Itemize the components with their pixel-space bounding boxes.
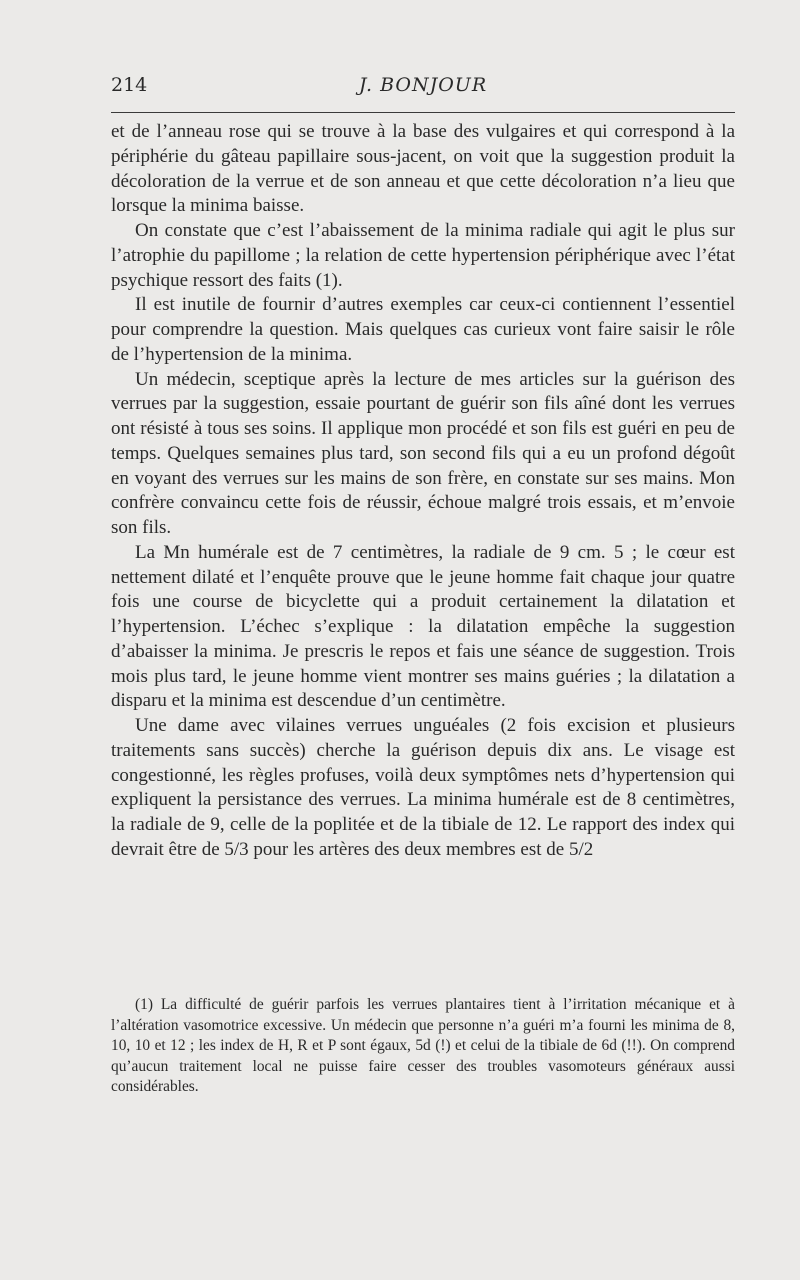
paragraph: et de l’anneau rose qui se trouve à la base des vulgaires et qui correspond à la périphérie du gâteau papillaire sous-jacent, on voit que la suggestion produit la décoloration de la verrue et de son anneau et que cette décoloration n’a lieu que lorsque la minima baisse. xyxy=(111,121,735,217)
page-header xyxy=(111,74,735,104)
paragraph: On constate que c’est l’abaissement de la minima radiale qui agit le plus sur l’atrophie du papillome ; la relation de cette hypertension périphérique avec l’état psychique ressort des faits (1). xyxy=(111,220,735,291)
paragraph: Un médecin, sceptique après la lecture de mes articles sur la guérison des verrues par la suggestion, essaie pourtant de guérir son fils aîné dont les verrues ont résisté à tous ses soins. Il applique mon procédé et son fils est guéri en peu de temps. Quelques semaines plus tard, son second fils qui a eu un profond dégoût en voyant des verrues sur les mains de son frère, en constate sur ses mains. Mon confrère convaincu cette fois de réussir, échoue malgré trois essais, et m’envoie son fils. xyxy=(111,368,735,538)
page-number: 214 xyxy=(111,74,148,96)
paragraph: Une dame avec vilaines verrues unguéales (2 fois excision et plusieurs traitements sans succès) cherche la guérison depuis dix ans. Le visage est congestionné, les règles profuses, voilà deux symptômes nets d’hypertension qui expliquent la persistance des verrues. La minima humérale est de 8 centimètres, la radiale de 9, celle de la poplitée et de la tibiale de 12. Le rapport des index qui devrait être de 5/3 pour les artères des deux membres est de 5/2 xyxy=(111,715,735,860)
running-title: J. BONJOUR xyxy=(358,74,488,96)
paragraph: Il est inutile de fournir d’autres exemples car ceux-ci contiennent l’essentiel pour comprendre la question. Mais quelques cas curieux vont faire saisir le rôle de l’hypertension de la minima. xyxy=(111,294,735,365)
header-rule xyxy=(111,112,735,113)
footnote: (1) La difficulté de guérir parfois les verrues plantaires tient à l’irritation mécanique et à l’altération vasomotrice excessive. Un médecin que personne n’a guéri m’a fourni les minima de 8, 10, 10 et 12 ; les index de H, R et P sont égaux, 5d (!) et celui de la tibiale de 6d (!!). On comprend qu’aucun traitement local ne puisse faire cesser des troubles vasomoteurs généraux aussi considérables. xyxy=(111,996,735,1095)
body-text xyxy=(111,120,735,863)
paragraph: La Mn humérale est de 7 centimètres, la radiale de 9 cm. 5 ; le cœur est nettement dilaté et l’enquête prouve que le jeune homme fait chaque jour quatre fois une course de bicyclette qui a produit certainement la dilatation et l’hypertension. L’échec s’explique : la dilatation empêche la suggestion d’abaisser la minima. Je prescris le repos et fais une séance de suggestion. Trois mois plus tard, le jeune homme vient montrer ses mains guéries ; la dilatation a disparu et la minima est descendue d’un centimètre. xyxy=(111,541,735,712)
footnotes xyxy=(111,995,735,1098)
